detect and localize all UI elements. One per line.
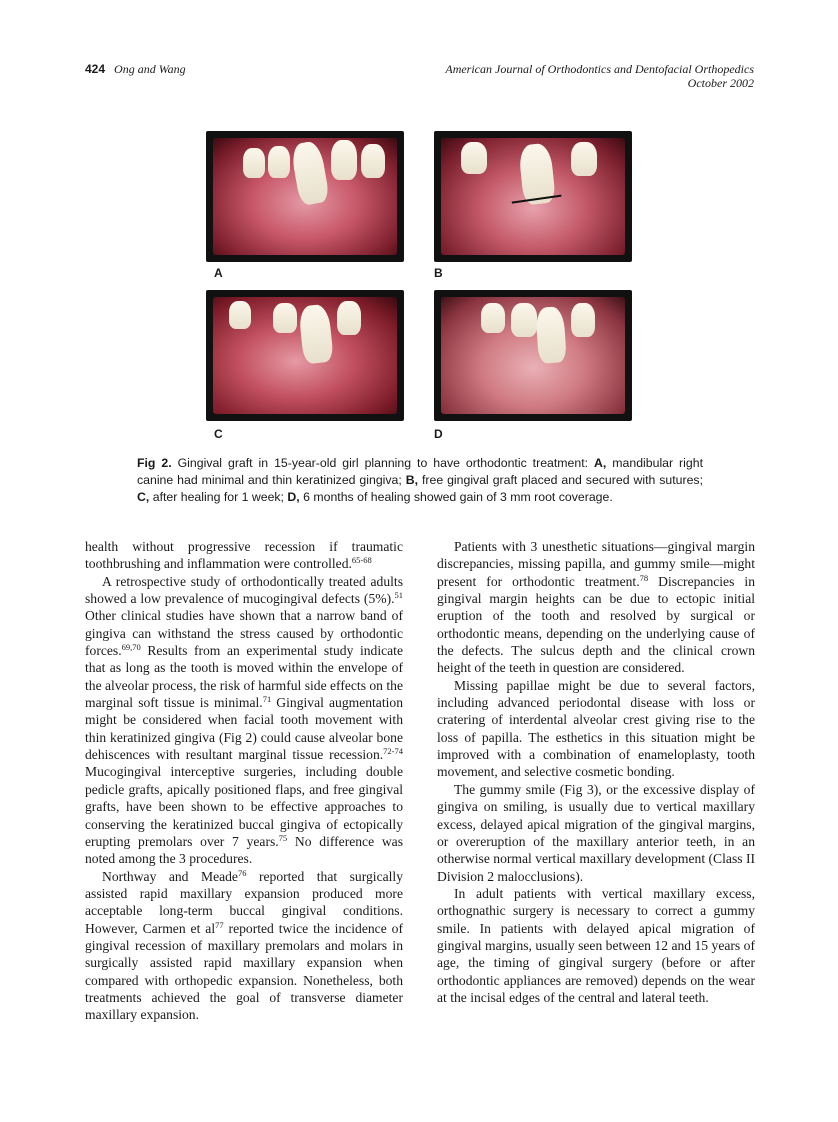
reference: 72-74	[383, 746, 403, 757]
figure-panel-c-label: C	[214, 427, 223, 441]
text: Results from an experimental study indicate that as long as the tooth is moved within the envelope of the alveolar process, the risk of harmful side effects on the marginal soft tissue is minimal.	[85, 643, 403, 711]
left-column	[85, 538, 403, 1024]
journal-title: American Journal of Orthodontics and Dentofacial Orthopedics	[445, 62, 754, 76]
text: Other clinical studies have shown that a narrow band of gingiva can withstand the stress caused by orthodontic forces.	[85, 608, 403, 659]
figure-panel-b-label: B	[434, 266, 443, 280]
paragraph: The gummy smile (Fig 3), or the excessive display of gingiva on smiling, is usually due to vertical maxillary excess, delayed apical migration of the gingival margins, or overeruption of the maxillary anterior teeth, in an otherwise normal vertical maxillary development (Class II Division 2 malocclusions).	[437, 781, 755, 884]
paragraph: In adult patients with vertical maxillary excess, orthognathic surgery is necessary to correct a gummy smile. In patients with delayed apical migration of gingival margins, usually seen between 12 and 15 years of age, the timing of gingival surgery (before or after orthodontic appliances are removed) depends on the wear at the incisal edges of the central and lateral teeth.	[437, 885, 755, 1005]
paragraph	[85, 573, 403, 868]
reference: 65-68	[351, 555, 372, 566]
caption-a-label: A,	[594, 456, 607, 470]
text: No difference was noted among the 3 procedures.	[85, 833, 403, 867]
text: health without progressive recession if traumatic toothbrushing and inflammation were controlled.	[85, 539, 403, 572]
text: reported that surgically assisted rapid maxillary expansion produced more acceptable long-term buccal gingival conditions. However, Carmen et al	[85, 868, 403, 936]
reference: 75	[278, 832, 288, 843]
issue-date: October 2002	[687, 76, 754, 90]
caption-c-label: C,	[137, 490, 150, 504]
running-header-right	[445, 62, 754, 90]
figure-panel-d-label: D	[434, 427, 443, 441]
figure-panel-d-photo	[434, 290, 632, 421]
paragraph	[437, 538, 755, 677]
text: Gingival augmentation might be considered when facial tooth movement with thin keratinized gingiva (Fig 2) could cause alveolar bone dehiscences with resultant marginal tissue recession.	[85, 695, 403, 763]
figure-panel-a-photo	[206, 131, 404, 262]
text: Patients with 3 unesthetic situations—gingival margin discrepancies, missing papilla, and gummy smile—might present for orthodontic treatment.	[437, 539, 755, 589]
reference: 71	[262, 694, 272, 705]
text: Northway and Meade	[102, 868, 238, 884]
paragraph: Missing papillae might be due to several factors, including advanced periodontal disease with loss or cratering of interdental alveolar crest giving rise to the loss of papilla. The esthetics in this situation might be improved with a combination of enameloplasty, tooth movement, and selective cosmetic bonding.	[437, 677, 755, 780]
paragraph	[85, 538, 403, 573]
running-header-left	[85, 62, 186, 77]
paragraph	[85, 868, 403, 1024]
figure-caption	[137, 455, 703, 506]
text: A retrospective study of orthodontically treated adults showed a low prevalence of mucogingival defects (5%).	[85, 573, 403, 607]
text: Discrepancies in gingival margin heights can be due to ectopic initial eruption of the tooth and resolved by surgical or orthodontic means, depending on the underlying cause of the defects. The sulcus depth and the clinical crown height of the teeth in question are considered.	[437, 573, 755, 676]
authors: Ong and Wang	[114, 62, 186, 76]
figure-panel-b-photo	[434, 131, 632, 262]
text: Mucogingival interceptive surgeries, including double pedicle grafts, apically positioned flaps, and free gingival grafts, have been shown to be effective approaches to conserving the keratinized buccal gingiva of ectopically erupting premolars over 7 years.	[85, 764, 403, 849]
right-column	[437, 538, 755, 1006]
reference: 77	[215, 919, 224, 930]
figure-panel-a-label: A	[214, 266, 223, 280]
caption-fig-label: Fig 2.	[137, 456, 172, 470]
caption-text: mandibular right canine had minimal and thin keratinized gingiva;	[137, 456, 703, 487]
caption-text: Gingival graft in 15-year-old girl planning to have orthodontic treatment:	[171, 456, 594, 470]
reference: 51	[394, 590, 403, 601]
reference: 76	[237, 867, 247, 878]
caption-b-label: B,	[405, 473, 419, 487]
text: reported twice the incidence of gingival recession of maxillary premolars and molars in surgically assisted rapid maxillary expansion when compared with orthopedic expansion. Nonetheless, both treatments achieved the goal of transverse diameter maxillary expansion.	[85, 920, 403, 1023]
page-number: 424	[85, 62, 106, 76]
reference: 69,70	[121, 642, 141, 653]
caption-d-label: D,	[287, 490, 300, 504]
caption-text: 6 months of healing showed gain of 3 mm root coverage.	[299, 490, 613, 504]
figure-panel-c-photo	[206, 290, 404, 421]
caption-text: free gingival graft placed and secured with sutures;	[418, 473, 703, 487]
reference: 78	[639, 572, 649, 583]
caption-text: after healing for 1 week;	[149, 490, 288, 504]
